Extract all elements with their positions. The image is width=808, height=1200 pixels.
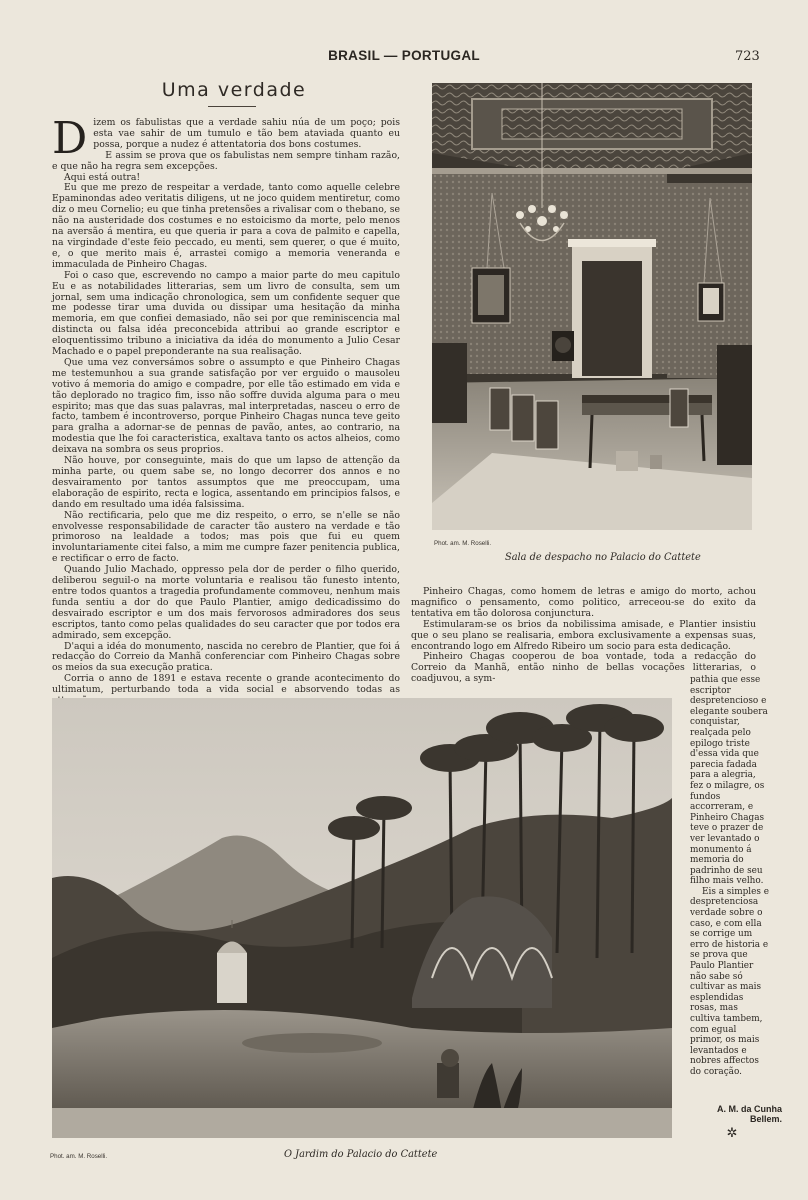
article-right-column bbox=[411, 587, 756, 685]
title-rule bbox=[208, 106, 256, 107]
paragraph: pathia que esse escriptor despretencioso e elegante soubera conquistar, realçada pelo epilogo triste d'essa vida que parecia fadada para a alegria, fez o milagre, os fundos accorreram, e Pinheiro Chagas teve o prazer de ver levantado o monumento á memoria do padrinho de seu filho mais velho. bbox=[690, 675, 768, 887]
paragraph: Pinheiro Chagas cooperou de boa vontade, toda a redacção do Correio da Manhã, então ninho de bellas vocações litterarias, o coadjuvou, a sym- bbox=[411, 651, 756, 685]
paragraph: izem os fabulistas que a verdade sahiu núa de um poço; pois esta vae sahir de um tumulo e tão bem ataviada quanto eu possa, porque a nudez é attentatoria dos bons costumes. bbox=[93, 117, 400, 150]
paragraph: Não houve, por conseguinte, mais do que um lapso de attenção da minha parte, ou quem sabe se, no longo decorrer dos annos e no desvairamento por tantos assumptos que me preoccupam, uma elaboração de espirito, recta e logica, assentando em principios falsos, e dando em resultado uma idéa falsissima. bbox=[52, 455, 400, 510]
paragraph: Que uma vez conversámos sobre o assumpto e que Pinheiro Chagas me testemunhou a sua grande satisfação por ver erguido o mausoleu votivo á memoria do amigo e compadre, por elle tão estimado em vida e tão deplorado no tragico fim, isso não soffre duvida alguma para o meu espirito; mas que das suas palavras, mal interpretadas, nasceu o erro de facto, tambem é incontroverso, porque Pinheiro Chagas nunca teve geito para gralha a adornar-se de pennas de pavão, antes, ao contrario, na modestia que lhe foi caracteristica, exaltava tanto os actos alheios, como deixava na sombra os seus proprios. bbox=[52, 356, 400, 456]
page-number: 723 bbox=[735, 49, 760, 64]
author-signature: A. M. da Cunha Bellem. bbox=[717, 1104, 782, 1124]
article-left-column bbox=[52, 113, 400, 696]
photo-credit: Phot. am. M. Roselli. bbox=[434, 540, 492, 547]
paragraph: Estimularam-se os brios da nobilissima amisade, e Plantier insistiu que o seu plano se realisaria, embora exclusivamente a expensas suas, encontrando logo em Alfredo Ribeiro um socio para esta dedicação. bbox=[411, 618, 756, 652]
photo-jardim-do-palacio bbox=[52, 698, 672, 1138]
paragraph: Não rectificaria, pelo que me diz respeito, o erro, se n'elle se não envolvesse responsabilidade de caracter tão austero na verdade e tão primoroso na lealdade a todos; mas pois que fui eu quem involuntariamente citei falso, a mim me cumpre fazer penitencia publica, e rectificar o erro de facto. bbox=[52, 509, 400, 565]
figure-caption: O Jardim do Palacio do Cattete bbox=[284, 1149, 438, 1160]
photo-credit: Phot. am. M. Roselli. bbox=[50, 1153, 108, 1160]
photo-sala-de-despacho bbox=[432, 83, 752, 530]
paragraph: Pinheiro Chagas, como homem de letras e amigo do morto, achou magnifico o pensamento, como politico, arreceou-se do exito da tentativa em tão dolorosa conjunctura. bbox=[411, 586, 756, 619]
figure-caption: Sala de despacho no Palacio do Cattete bbox=[505, 552, 701, 563]
journal-title: BRASIL — PORTUGAL bbox=[328, 48, 480, 63]
paragraph: Aqui está outra! bbox=[64, 171, 141, 183]
article-title: Uma verdade bbox=[161, 79, 307, 101]
paragraph: Foi o caso que, escrevendo no campo a maior parte do meu capitulo Eu e as notabilidades litterarias, sem um livro de consulta, sem um jornal, sem uma indicação chronologica, sem um confidente sequer que me podesse tirar uma duvida ou dissipar uma hesitação da minha memoria, em que confiei demasiado, não sei por que reminiscencia mal distincta ou falsa idéa preconcebida attribui ao grande escriptor e eloquentissimo tribuno a iniciativa da idéa do monumento a Julio Cesar Machado e o papel preponderante na sua realisação. bbox=[52, 269, 400, 358]
paragraph: Corria o anno de 1891 e estava recente o grande acontecimento do ultimatum, perturbando toda a vida social e absorvendo todas as bbox=[52, 673, 400, 696]
paragraph: Eu que me prezo de respeitar a verdade, tanto como aquelle celebre Epaminondas adeo veritatis diligens, ut ne joco quidem mentiretur, como diz o meu Cornelio; eu que tinha pretensões a rivalisar com o thebano, se não na austeridade dos costumes e no estoicismo da morte, pelo menos na aversão á mentira, eu que queria ir para a cova de palmito e capella, na virgindade d'este feio peccado, eu menti, sem querer, o que é muito, e, o que merito mais é, arrastei comigo a memoria veneranda e immaculada de Pinheiro Chagas. bbox=[52, 182, 400, 270]
paragraph: D'aqui a idéa do monumento, nascida no cerebro de Plantier, que foi á redacção do Correio da Manhã conferenciar com Pinheiro Chagas sobre os meios da sua execução pratica. bbox=[52, 640, 400, 674]
paragraph: Quando Julio Machado, oppresso pela dor de perder o filho querido, deliberou seguil-o na morte voluntaria e realisou tão funesto intento, entre todos quantos a tragedia profundamente commoveu, nenhum mais funda sentiu a dor do que Paulo Plantier, amigo dedicadissimo do desvairado escriptor e um dos mais fervorosos admiradores dos seus escriptos, tanto como pelas qualidades do seu caracter que por todos era admirado, sem excepção. bbox=[52, 564, 400, 641]
article-narrow-column bbox=[690, 675, 770, 1115]
drop-cap: D bbox=[52, 113, 88, 164]
paragraph: Eis a simples e despretenciosa verdade sobre o caso, e com ella se corrige um erro de historia e se prova que Paulo Plantier não sabe só cultivar as mais esplendidas rosas, mas cultiva tambem, com egual primor, os mais levantados e nobres affectos do coração. bbox=[690, 886, 770, 1077]
paragraph: E assim se prova que os fabulistas nem sempre tinham razão, e que não ha regra sem excepções. bbox=[52, 149, 400, 172]
running-head bbox=[0, 48, 808, 68]
asterisk-ornament-icon: ✲ bbox=[726, 1126, 738, 1141]
